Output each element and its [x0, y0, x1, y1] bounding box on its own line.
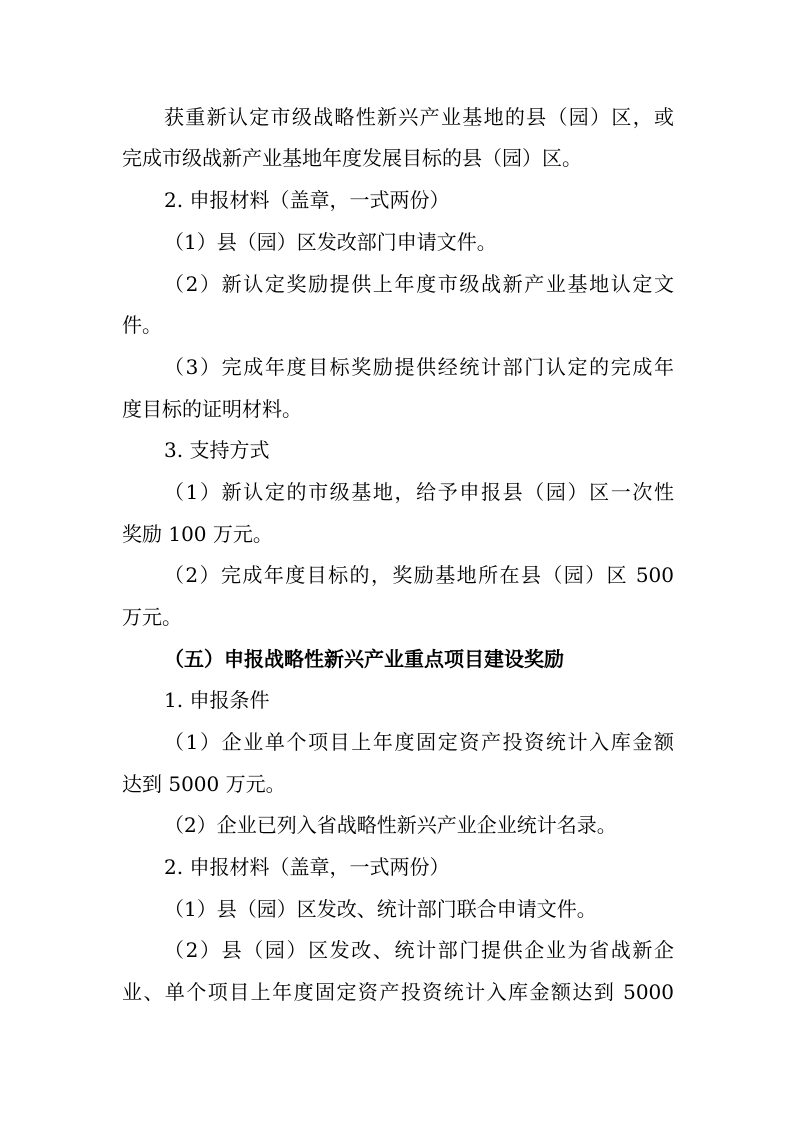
list-item: （2）县（园）区发改、统计部门提供企业为省战新企: [164, 938, 674, 962]
list-item: （1）县（园）区发改、统计部门联合申请文件。: [164, 897, 597, 921]
list-item: （1）企业单个项目上年度固定资产投资统计入库金额: [164, 730, 674, 754]
section-heading-materials: 2. 申报材料（盖章，一式两份）: [164, 188, 450, 212]
section-heading-conditions: 1. 申报条件: [164, 688, 270, 712]
paragraph-line: 完成市级战新产业基地年度发展目标的县（园）区。: [122, 146, 582, 170]
list-item: （2）新认定奖励提供上年度市级战新产业基地认定文: [164, 272, 674, 296]
list-item: （2）完成年度目标的，奖励基地所在县（园）区 500: [164, 563, 674, 587]
section-heading-materials: 2. 申报材料（盖章，一式两份）: [164, 855, 450, 879]
list-item: （1）新认定的市级基地，给予申报县（园）区一次性: [164, 480, 674, 504]
section-heading-support: 3. 支持方式: [164, 438, 270, 462]
paragraph-line: 奖励 100 万元。: [122, 522, 273, 546]
paragraph-line: 达到 5000 万元。: [122, 772, 286, 796]
paragraph-line: 度目标的证明材料。: [122, 397, 302, 421]
paragraph-line: 获重新认定市级战略性新兴产业基地的县（园）区，或: [164, 105, 674, 129]
section-heading-bold: （五）申报战略性新兴产业重点项目建设奖励: [164, 647, 564, 671]
list-item: （1）县（园）区发改部门申请文件。: [164, 230, 497, 254]
paragraph-line: 万元。: [122, 605, 182, 629]
list-item: （3）完成年度目标奖励提供经统计部门认定的完成年: [164, 355, 674, 379]
list-item: （2）企业已列入省战略性新兴产业企业统计名录。: [164, 813, 617, 837]
paragraph-line: 件。: [122, 313, 162, 337]
paragraph-line: 业、单个项目上年度固定资产投资统计入库金额达到 5000: [122, 980, 674, 1004]
